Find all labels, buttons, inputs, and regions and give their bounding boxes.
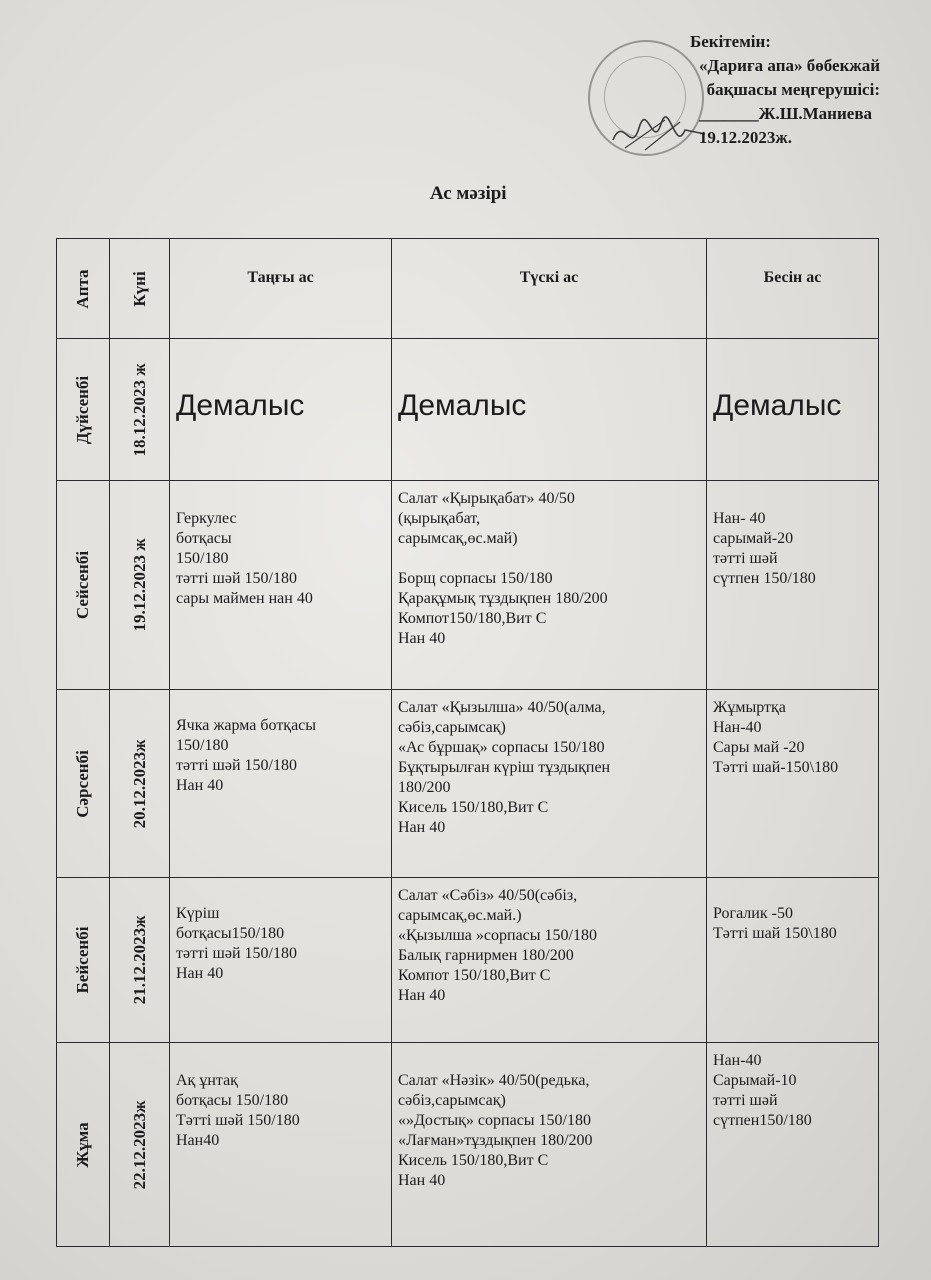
lunch-cell: Салат «Қызылша» 40/50(алма, сәбіз,сарымсақ) «Ас бұршақ» сорпасы 150/180 Бұқтырылған күріш тұздықпен 180/200 Кисель 150/180,Вит С Нан 40 — [392, 690, 707, 878]
header-date: Күні — [110, 239, 170, 339]
row-date: 22.12.2023ж — [110, 1043, 170, 1247]
table-row — [57, 1043, 879, 1247]
approval-signatory: _______Ж.Ш.Маниева — [699, 104, 872, 123]
header-snack: Бесін ас — [707, 239, 879, 339]
table-row — [57, 878, 879, 1043]
row-date: 20.12.2023ж — [110, 690, 170, 878]
table-row — [57, 690, 879, 878]
table-row — [57, 481, 879, 690]
row-date: 21.12.2023ж — [110, 878, 170, 1043]
breakfast-cell: Ақ ұнтақ ботқасы 150/180 Тәтті шәй 150/180 Нан40 — [170, 1043, 392, 1247]
snack-cell: Нан- 40 сарымай-20 тәтті шәй сүтпен 150/180 — [707, 481, 879, 690]
breakfast-cell: Ячка жарма ботқасы 150/180 тәтті шәй 150/180 Нан 40 — [170, 690, 392, 878]
header-row — [57, 239, 879, 339]
document-title: Ас мәзірі — [430, 183, 507, 204]
lunch-cell: Демалыс — [392, 339, 707, 481]
approval-block — [660, 30, 910, 150]
header-week: Апта — [57, 239, 110, 339]
lunch-cell: Салат «Нәзік» 40/50(редька, сәбіз,сарымсақ) «»Достық» сорпасы 150/180 «Лағман»тұздықпен 180/200 Кисель 150/180,Вит С Нан 40 — [392, 1043, 707, 1247]
approval-position: бақшасы меңгерушісі: — [706, 80, 880, 99]
row-day: Сейсенбі — [57, 481, 110, 690]
snack-cell: Нан-40 Сарымай-10 тәтті шәй сүтпен150/180 — [707, 1043, 879, 1247]
snack-cell: Демалыс — [707, 339, 879, 481]
row-day: Сәрсенбі — [57, 690, 110, 878]
row-date: 19.12.2023 ж — [110, 481, 170, 690]
lunch-cell: Салат «Қырықабат» 40/50 (қырықабат, сарымсақ,өс.май) Борщ сорпасы 150/180 Қарақұмық тұздықпен 180/200 Компот150/180,Вит С Нан 40 — [392, 481, 707, 690]
menu-table — [56, 238, 879, 1247]
row-day: Бейсенбі — [57, 878, 110, 1043]
breakfast-cell: Күріш ботқасы150/180 тәтті шәй 150/180 Нан 40 — [170, 878, 392, 1043]
row-day: Жұма — [57, 1043, 110, 1247]
snack-cell: Жұмыртқа Нан-40 Сары май -20 Тәтті шай-150\180 — [707, 690, 879, 878]
approval-organization: «Дариға апа» бөбекжай — [699, 56, 880, 75]
breakfast-cell: Геркулес ботқасы 150/180 тәтті шәй 150/180 сары маймен нан 40 — [170, 481, 392, 690]
table-row — [57, 339, 879, 481]
approval-heading: Бекітемін: — [690, 32, 771, 51]
breakfast-cell: Демалыс — [170, 339, 392, 481]
approval-date: 19.12.2023ж. — [698, 128, 792, 147]
row-date: 18.12.2023 ж — [110, 339, 170, 481]
row-day: Дүйсенбі — [57, 339, 110, 481]
lunch-cell: Салат «Сәбіз» 40/50(сәбіз, сарымсақ,өс.май.) «Қызылша »сорпасы 150/180 Балық гарнирмен 180/200 Компот 150/180,Вит С Нан 40 — [392, 878, 707, 1043]
snack-cell: Рогалик -50 Тәтті шай 150\180 — [707, 878, 879, 1043]
header-breakfast: Таңғы ас — [170, 239, 392, 339]
header-lunch: Түскі ас — [392, 239, 707, 339]
